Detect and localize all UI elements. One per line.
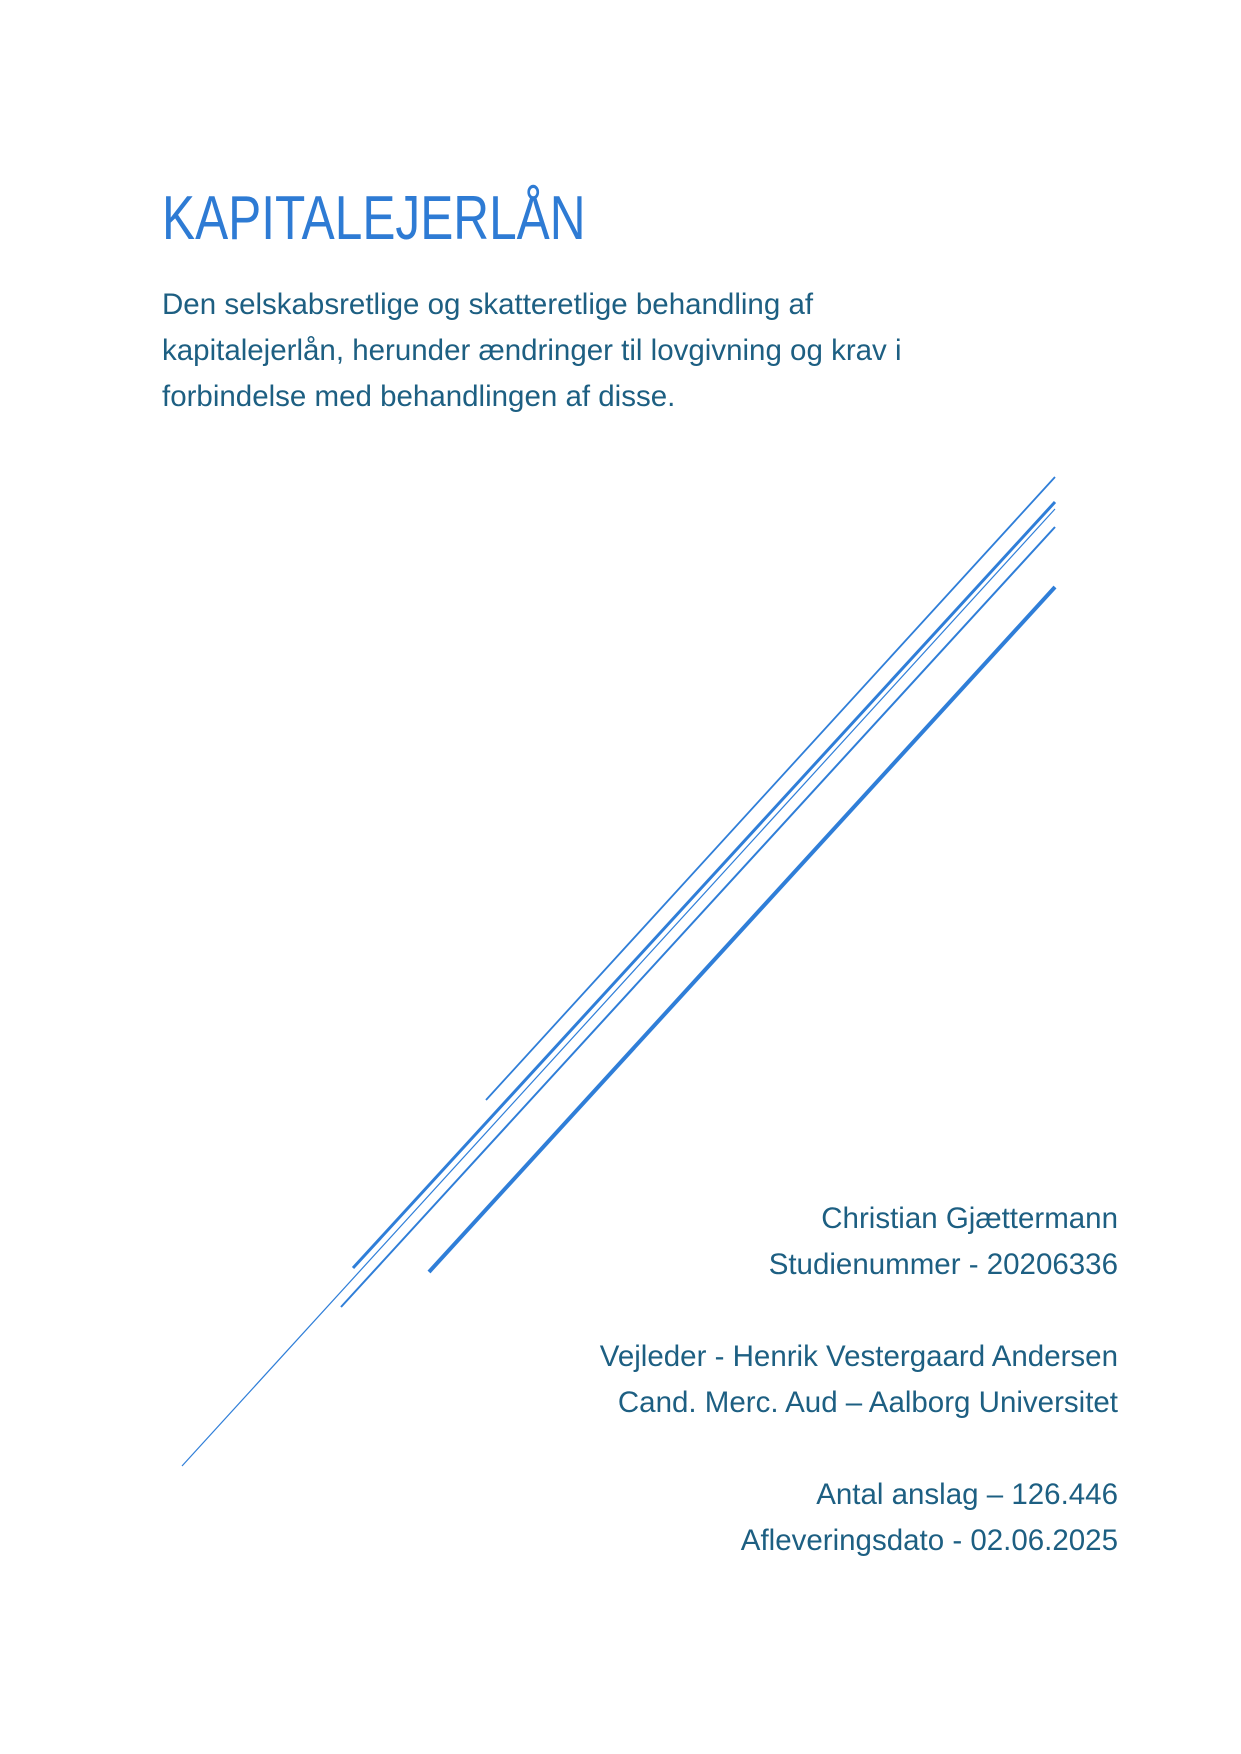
submission-date: Afleveringsdato - 02.06.2025 [740,1524,1118,1557]
supervisor-name: Vejleder - Henrik Vestergaard Andersen [599,1340,1118,1373]
author-info-block [600,1196,1118,1564]
author-name: Christian Gjættermann [821,1202,1118,1235]
subtitle-line: forbindelse med behandlingen af disse. [162,380,676,413]
diagonal-line [341,527,1055,1307]
subtitle-line: Den selskabsretlige og skatteretlige behandling af [162,288,814,321]
student-number: Studienummer - 20206336 [768,1248,1118,1281]
diagonal-line [486,477,1055,1100]
subtitle-line: kapitalejerlån, herunder ændringer til lovgivning og krav i [162,334,902,367]
document-title: KAPITALEJERLÅN [162,184,586,253]
diagonal-line [353,502,1055,1268]
character-count: Antal anslag – 126.446 [816,1478,1118,1511]
program-name: Cand. Merc. Aud – Aalborg Universitet [617,1386,1118,1419]
diagonal-line [429,587,1055,1272]
